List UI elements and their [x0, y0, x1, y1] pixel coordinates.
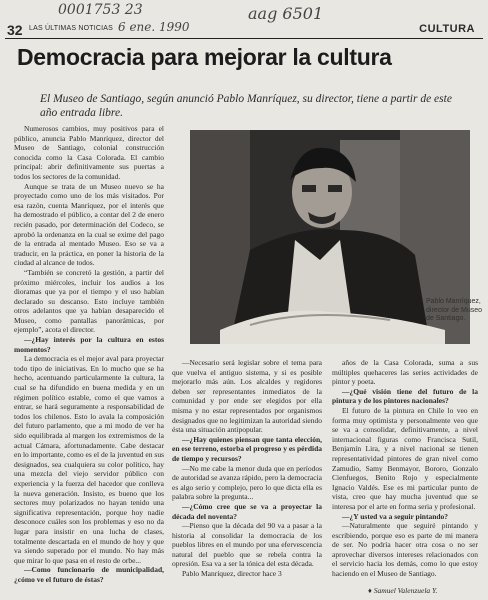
handwritten-archive-code: aag 6501 — [248, 4, 324, 23]
interview-question: —¿Qué visión tiene del futuro de la pintura y de los pintores nacionales? — [332, 386, 478, 406]
handwritten-date: 6 ene. 1990 — [118, 20, 190, 34]
article-paragraph: Pablo Manríquez, director hace 3 — [182, 569, 282, 579]
author-credit: ♦ Samuel Valenzuela Y. — [368, 586, 438, 595]
article-paragraph: —Necesario será legislar sobre el tema para que vuelva el antiguo sistema, y si es posible mejorarlo más aún. Los alcaldes y regidores deben ser representantes inmediatos de la comunidad y por ende ser elegidos por ella misma y no estar representados por organismos designados que no legitimizan la autoridad siendo ésta una situación antipopular. — [172, 358, 322, 435]
interview-question: —¿Hay quienes piensan que tanta elección, en ese terreno, estorba el progreso y es pérdida de tiempo y recursos? — [172, 434, 322, 463]
article-paragraph: La democracia es el mejor aval para proyectar todo tipo de iniciativas. En lo mucho que se ha hecho, acentuando particularmente la cultura, la cual se ha difundido en buena medida y en un régimen político estable, como el que vamos a entrar, se hará seguramente a responsabilidad de todos los chilenos. Esto lo avala la composición del futuro parlamento, que a mi modo de ver ha sido equilibrada al margen los extremismos de la actual Cámara, afortunadamente. Cabe destacar en lo importante, como es el de la juventud en sus designados, sea cualquiera su color político, hay una mezcla del viejo servidor público con experiencia y la fuerza del hacedor que conlleva la nueva generación. Insisto, es bueno que los sectores muy polarizados no hayan tenido una significativa representación, porque hoy nadie desconoce cuáles son los problemas y eso no da lugar para insistir en una lucha de clases, totalmente descartada en el mundo de hoy y que va siendo superado por el mundo. No hay más que mirar lo que pasa en el resto de orbe... — [14, 354, 164, 565]
photo-caption: Pablo Manríquez, director de Museo de Santiago. — [426, 298, 483, 322]
article-paragraph: “También se concretó la gestión, a partir del próximo miércoles, incluir los audios a los dioramas que ya por el tiempo y el uso habían declarado su descanso. Esto incluye también otros adelantos que ya habían desaparecido el Museo, como pantallas panorámicas, por ejemplo”, acota el director. — [14, 267, 164, 335]
interview-question: —Como funcionario de municipalidad, ¿cómo ve el futuro de éstas? — [14, 565, 164, 584]
article-paragraph: Aunque se trata de un Museo nuevo se ha proyectado como uno de los más visitados. Por esa razón, cuenta Manríquez, por el interés que ha demostrado el público, a contar del 2 de enero recién pasado, por determinación del Codeco, se aprobó la ordenanza en la cual se exime del pago de la entrada al mentado Museo. Eso se va a traducir, en la práctica, en poner la historia de la ciudad al alcance de todos. — [14, 181, 164, 268]
lead-paragraph: El Museo de Santiago, según anunció Pablo Manríquez, su director, tiene a partir de este año entrada libre. — [40, 93, 452, 119]
article-paragraph: El futuro de la pintura en Chile lo veo en forma muy optimista y personalmente veo que se va a consolidar, definitivamente, a nivel internacional figuras como Francisca Sutil, Benjamín Lira, y a nivel nacional se tienen representatividad pintores de gran nivel como Zamudio, Samy Benmayor, Bororo, Gonzalo Cienfuegos, Benito Rojo y especialmente Ignacio Valdés. Ese es mi particular punto de vista, creo que hay mucha juventud que se interesa por el arte en forma seria y profesional. — [332, 405, 478, 511]
page-header — [5, 22, 483, 39]
handwritten-ref-number: 0001753 23 — [58, 2, 143, 18]
article-column-2 — [172, 358, 322, 594]
article-paragraph: —Pienso que la década del 90 va a pasar a la historia al consolidar la democracia de los pueblos libres en el mundo por una efervescencia natural del pueblo que se rebela contra la opresión. Esa va a ser la tónica del esta década. — [172, 521, 322, 569]
article-paragraph: Numerosos cambios, muy positivos para el público, anuncia Pablo Manríquez, director del Museo de Santiago, colonial construcción conocida como la Casa Colorada. El cambio principal: abrir definitivamente sus puertas a todos los sectores de la comunidad. — [14, 124, 164, 181]
section-title: CULTURA — [419, 23, 475, 35]
interview-question: —¿Cómo cree que se va a proyectar la década del noventa? — [172, 501, 322, 521]
publication-name: LAS ÚLTIMAS NOTICIAS — [29, 25, 113, 32]
interview-question: —¿Y usted va a seguir pintando? — [342, 511, 449, 521]
article-column-3 — [332, 358, 478, 584]
article-paragraph: años de la Casa Colorada, suma a sus múltiples quehaceres las series actividades de pintor y poeta. — [332, 358, 478, 387]
article-paragraph: —No me cabe la menor duda que en períodos de autoridad se avanza rápido, pero la democracia es algo serio y complejo, pero lo que dicta ella es palabra sobre la pregunta... — [172, 463, 322, 502]
interview-question: —¿Hay interés por la cultura en estos momentos? — [14, 335, 164, 354]
page-number: 32 — [7, 22, 23, 38]
headline: Democracia para mejorar la cultura — [17, 44, 392, 70]
author-name: Samuel Valenzuela Y. — [373, 586, 438, 595]
article-paragraph: —Naturalmente que seguiré pintando y escribiendo, porque eso es parte de mi manera de ser. No podría hacer otra cosa o no ser aprovechar diversos intereses relacionados con el servicio hacia los demás, como lo que estoy haciendo en el Museo de Santiago. — [332, 521, 478, 579]
article-column-1 — [14, 124, 164, 594]
